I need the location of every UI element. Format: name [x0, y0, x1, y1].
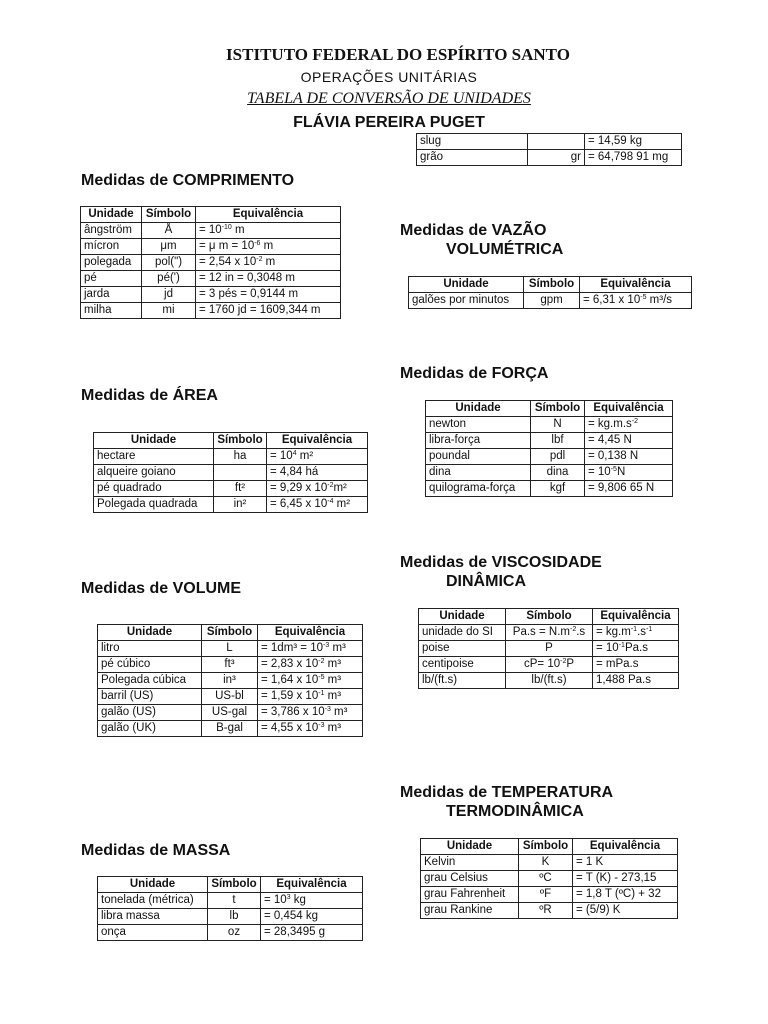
column-header-unit: Unidade	[98, 625, 202, 641]
viscosidade-table	[418, 608, 679, 689]
unit-cell: Polegada quadrada	[94, 497, 214, 513]
section-title-temperatura	[400, 783, 613, 821]
section-title-line-1: Medidas de VAZÃO	[400, 222, 547, 239]
table-row	[426, 449, 673, 465]
table-row	[426, 433, 673, 449]
unit-cell: mícron	[81, 239, 142, 255]
table-row	[81, 239, 341, 255]
unit-cell: centipoise	[419, 657, 506, 673]
volume-table	[97, 624, 363, 737]
column-header-symbol: Símbolo	[524, 277, 580, 293]
column-header-equivalence: Equivalência	[593, 609, 679, 625]
section-title-massa: Medidas de MASSA	[81, 842, 231, 859]
symbol-cell: in²	[214, 497, 267, 513]
unit-cell: newton	[426, 417, 531, 433]
equivalence-cell: = 6,31 x $10^{-5}$ m³/s	[580, 293, 692, 309]
table-header-row	[419, 609, 679, 625]
table-row	[426, 481, 673, 497]
unit-cell: galões por minutos	[409, 293, 524, 309]
unit-cell: hectare	[94, 449, 214, 465]
equivalence-cell: = 14,59 kg	[585, 134, 682, 150]
unit-cell: quilograma-força	[426, 481, 531, 497]
table-row	[409, 293, 692, 309]
table-row	[421, 903, 678, 919]
equivalence-cell: = 2,54 x $10^{-2}$ m	[196, 255, 341, 271]
unit-cell: slug	[417, 134, 528, 150]
unit-cell: libra massa	[98, 909, 208, 925]
section-title-vazao	[400, 221, 563, 259]
symbol-cell: ºC	[519, 871, 573, 887]
symbol-cell: N	[531, 417, 585, 433]
symbol-cell: mi	[142, 303, 196, 319]
symbol-cell: ºR	[519, 903, 573, 919]
equivalence-cell: = 3 pés = 0,9144 m	[196, 287, 341, 303]
equivalence-cell: = μ $m = 10^{-6}$ m	[196, 239, 341, 255]
equivalence-cell: = 1,59 x $10^{-1}$ m³	[258, 689, 363, 705]
equivalence-cell: = 9,806 65 N	[585, 481, 673, 497]
unit-cell: ângström	[81, 223, 142, 239]
table-row	[421, 871, 678, 887]
table-row	[94, 497, 368, 513]
symbol-cell: L	[202, 641, 258, 657]
column-header-symbol: Símbolo	[519, 839, 573, 855]
table-header-row	[98, 625, 363, 641]
symbol-cell: ha	[214, 449, 267, 465]
symbol-cell: μm	[142, 239, 196, 255]
table-row	[419, 641, 679, 657]
section-title-line-2: VOLUMÉTRICA	[446, 241, 564, 258]
unit-cell: grão	[417, 150, 528, 166]
unit-cell: alqueire goiano	[94, 465, 214, 481]
table-row	[426, 465, 673, 481]
symbol-cell: jd	[142, 287, 196, 303]
table-row	[98, 673, 363, 689]
column-header-unit: Unidade	[421, 839, 519, 855]
unit-cell: galão (UK)	[98, 721, 202, 737]
column-header-unit: Unidade	[81, 207, 142, 223]
column-header-equivalence: Equivalência	[267, 433, 368, 449]
table-row	[98, 641, 363, 657]
area-table	[93, 432, 368, 513]
institution-name: ISTITUTO FEDERAL DO ESPÍRITO SANTO	[226, 45, 570, 64]
mass-continued-table	[416, 133, 682, 166]
equivalence-cell: = T (K) - 273,15	[573, 871, 678, 887]
column-header-symbol: Símbolo	[202, 625, 258, 641]
table-row	[98, 657, 363, 673]
equivalence-cell: = 4,45 N	[585, 433, 673, 449]
section-title-line-2: DINÂMICA	[446, 573, 526, 590]
column-header-symbol: Símbolo	[208, 877, 261, 893]
section-title-area: Medidas de ÁREA	[81, 387, 218, 404]
equivalence-cell: = $10^{-10}$ m	[196, 223, 341, 239]
table-row	[426, 417, 673, 433]
table-row	[417, 134, 682, 150]
table-row	[81, 255, 341, 271]
temperatura-table	[420, 838, 678, 919]
forca-table	[425, 400, 673, 497]
vazao-table	[408, 276, 692, 309]
unit-cell: tonelada (métrica)	[98, 893, 208, 909]
column-header-unit: Unidade	[94, 433, 214, 449]
column-header-unit: Unidade	[98, 877, 208, 893]
table-row	[94, 465, 368, 481]
symbol-cell: gpm	[524, 293, 580, 309]
table-row	[81, 303, 341, 319]
equivalence-cell: = 9,29 x $10^{-2}m^2$	[267, 481, 368, 497]
document-title: TABELA DE CONVERSÃO DE UNIDADES	[247, 90, 531, 107]
table-row	[421, 887, 678, 903]
equivalence-cell: = 1760 jd = 1609,344 m	[196, 303, 341, 319]
unit-cell: Kelvin	[421, 855, 519, 871]
equivalence-cell: = $1dm^3 = 10^{-3}$ m³	[258, 641, 363, 657]
section-title-comprimento: Medidas de COMPRIMENTO	[81, 172, 295, 189]
symbol-cell: t	[208, 893, 261, 909]
table-row	[81, 271, 341, 287]
column-header-symbol: Símbolo	[214, 433, 267, 449]
equivalence-cell: = 64,798 91 mg	[585, 150, 682, 166]
equivalence-cell: = 2,83 x $10^{-2}$ m³	[258, 657, 363, 673]
symbol-cell: lb	[208, 909, 261, 925]
symbol-cell: $cP= 10^{-2}P$	[506, 657, 593, 673]
unit-cell: jarda	[81, 287, 142, 303]
unit-cell: poundal	[426, 449, 531, 465]
symbol-cell: lbf	[531, 433, 585, 449]
equivalence-cell: = $10^{-1}Pa.s$	[593, 641, 679, 657]
section-title-line-1: Medidas de VISCOSIDADE	[400, 554, 602, 571]
column-header-equivalence: Equivalência	[585, 401, 673, 417]
unit-cell: galão (US)	[98, 705, 202, 721]
unit-cell: pé quadrado	[94, 481, 214, 497]
equivalence-cell: = (5/9) K	[573, 903, 678, 919]
table-header-row	[426, 401, 673, 417]
table-row	[98, 893, 363, 909]
table-row	[98, 909, 363, 925]
column-header-equivalence: Equivalência	[258, 625, 363, 641]
table-header-row	[81, 207, 341, 223]
table-row	[421, 855, 678, 871]
symbol-cell: kgf	[531, 481, 585, 497]
equivalence-cell: = 0,138 N	[585, 449, 673, 465]
symbol-cell: in³	[202, 673, 258, 689]
symbol-cell: K	[519, 855, 573, 871]
unit-cell: milha	[81, 303, 142, 319]
column-header-equivalence: Equivalência	[573, 839, 678, 855]
author-name: FLÁVIA PEREIRA PUGET	[293, 114, 485, 131]
unit-cell: grau Celsius	[421, 871, 519, 887]
section-title-viscosidade	[400, 553, 602, 591]
symbol-cell: US-bl	[202, 689, 258, 705]
unit-cell: polegada	[81, 255, 142, 271]
symbol-cell: ft³	[202, 657, 258, 673]
equivalence-cell: = 0,454 kg	[261, 909, 363, 925]
symbol-cell: ft²	[214, 481, 267, 497]
symbol-cell: gr	[528, 150, 585, 166]
equivalence-cell: = $10^4$ m²	[267, 449, 368, 465]
symbol-cell: pdl	[531, 449, 585, 465]
table-row	[417, 150, 682, 166]
equivalence-cell: = 28,3495 g	[261, 925, 363, 941]
column-header-symbol: Símbolo	[142, 207, 196, 223]
symbol-cell: oz	[208, 925, 261, 941]
unit-cell: litro	[98, 641, 202, 657]
table-row	[98, 925, 363, 941]
table-row	[98, 689, 363, 705]
unit-cell: barril (US)	[98, 689, 202, 705]
symbol-cell	[528, 134, 585, 150]
unit-cell: grau Rankine	[421, 903, 519, 919]
table-row	[98, 721, 363, 737]
symbol-cell: Å	[142, 223, 196, 239]
table-row	[94, 449, 368, 465]
column-header-equivalence: Equivalência	[196, 207, 341, 223]
table-row	[81, 223, 341, 239]
comprimento-table	[80, 206, 341, 319]
equivalence-cell: = 1,8 T (ºC) + 32	[573, 887, 678, 903]
unit-cell: poise	[419, 641, 506, 657]
equivalence-cell: = $10^3$ kg	[261, 893, 363, 909]
equivalence-cell: = $10^{-5}N$	[585, 465, 673, 481]
column-header-equivalence: Equivalência	[261, 877, 363, 893]
unit-cell: dina	[426, 465, 531, 481]
equivalence-cell: = $kg.m.s^{-2}$	[585, 417, 673, 433]
column-header-unit: Unidade	[426, 401, 531, 417]
symbol-cell: dina	[531, 465, 585, 481]
course-name: OPERAÇÕES UNITÁRIAS	[300, 69, 478, 85]
table-row	[419, 673, 679, 689]
table-row	[98, 705, 363, 721]
equivalence-cell: = 4,55 x $10^{-3}$ m³	[258, 721, 363, 737]
unit-cell: unidade do SI	[419, 625, 506, 641]
table-row	[81, 287, 341, 303]
symbol-cell: $Pa.s = N.m^{-2}.s$	[506, 625, 593, 641]
unit-cell: pé cúbico	[98, 657, 202, 673]
section-title-volume: Medidas de VOLUME	[81, 580, 242, 597]
symbol-cell: pol(")	[142, 255, 196, 271]
equivalence-cell: = 12 in = 0,3048 m	[196, 271, 341, 287]
massa-table	[97, 876, 363, 941]
symbol-cell	[214, 465, 267, 481]
table-header-row	[98, 877, 363, 893]
equivalence-cell: = 6,45 x $10^{-4}$ m²	[267, 497, 368, 513]
section-title-line-1: Medidas de TEMPERATURA	[400, 784, 614, 801]
symbol-cell: pé(')	[142, 271, 196, 287]
symbol-cell: P	[506, 641, 593, 657]
column-header-symbol: Símbolo	[506, 609, 593, 625]
equivalence-cell: = 4,84 há	[267, 465, 368, 481]
symbol-cell: ºF	[519, 887, 573, 903]
table-row	[94, 481, 368, 497]
unit-cell: grau Fahrenheit	[421, 887, 519, 903]
equivalence-cell: 1,488 Pa.s	[593, 673, 679, 689]
section-title-line-2: TERMODINÂMICA	[446, 803, 584, 820]
symbol-cell: US-gal	[202, 705, 258, 721]
section-title-forca: Medidas de FORÇA	[400, 365, 549, 382]
table-row	[419, 625, 679, 641]
equivalence-cell: = $kg.m^{-1}.s^{-1}$	[593, 625, 679, 641]
column-header-unit: Unidade	[409, 277, 524, 293]
table-header-row	[409, 277, 692, 293]
equivalence-cell: = 3,786 x $10^{-3}$ m³	[258, 705, 363, 721]
table-header-row	[94, 433, 368, 449]
unit-cell: Polegada cúbica	[98, 673, 202, 689]
symbol-cell: lb/(ft.s)	[506, 673, 593, 689]
symbol-cell: B-gal	[202, 721, 258, 737]
table-header-row	[421, 839, 678, 855]
table-row	[419, 657, 679, 673]
unit-cell: onça	[98, 925, 208, 941]
equivalence-cell: = mPa.s	[593, 657, 679, 673]
column-header-unit: Unidade	[419, 609, 506, 625]
unit-cell: libra-força	[426, 433, 531, 449]
column-header-symbol: Símbolo	[531, 401, 585, 417]
equivalence-cell: = 1 K	[573, 855, 678, 871]
equivalence-cell: = 1,64 x $10^{-5}$ m³	[258, 673, 363, 689]
unit-cell: pé	[81, 271, 142, 287]
unit-cell: lb/(ft.s)	[419, 673, 506, 689]
column-header-equivalence: Equivalência	[580, 277, 692, 293]
